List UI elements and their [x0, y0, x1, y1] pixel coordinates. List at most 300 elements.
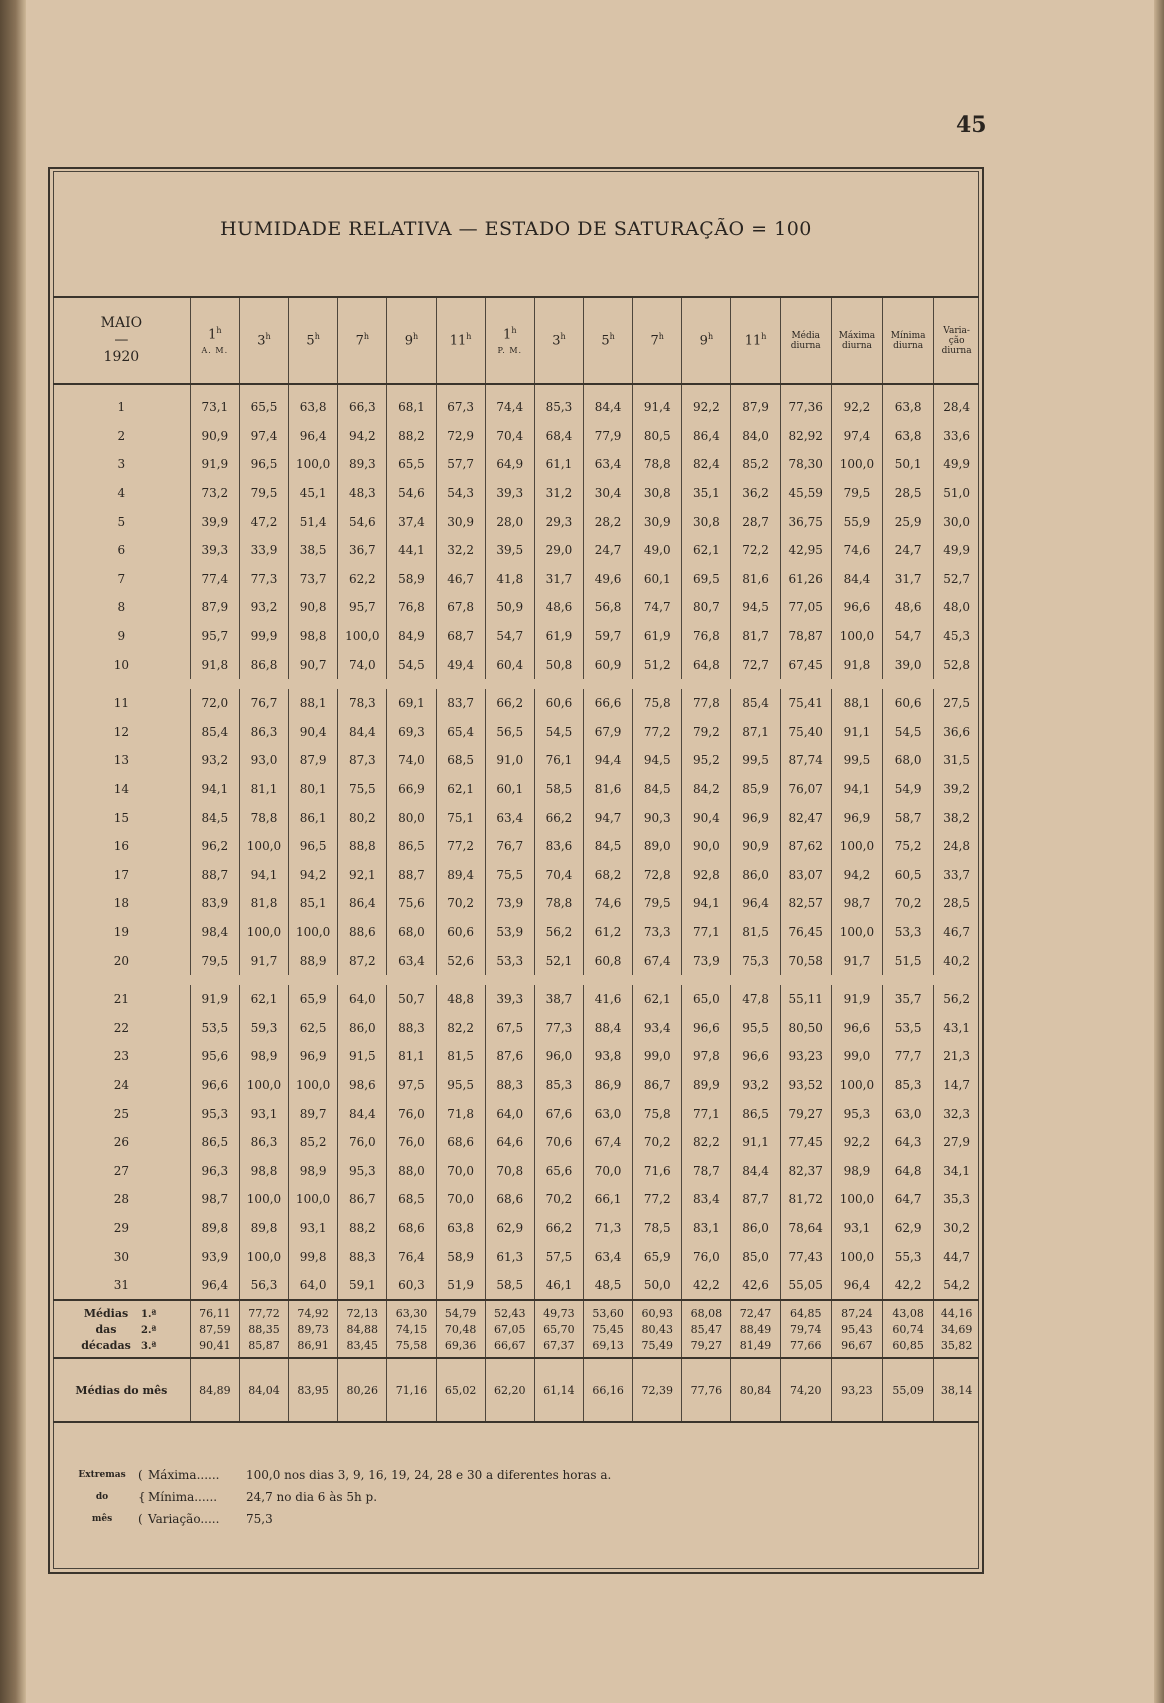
value-cell: 90,8: [289, 593, 338, 622]
value-cell: 70,0: [436, 1156, 485, 1185]
day-number: 10: [113, 657, 130, 672]
value-cell: 93,23: [780, 1042, 831, 1071]
day-number: 11: [113, 696, 130, 711]
value-cell: 82,92: [780, 422, 831, 451]
value-cell: 91,4: [633, 384, 682, 422]
day-number: 14: [113, 782, 130, 797]
value-cell: 31,2: [534, 479, 583, 508]
value-cell: 54,2: [934, 1271, 979, 1301]
value-cell: 52,6: [436, 946, 485, 980]
value-cell: 62,1: [239, 980, 288, 1014]
value-cell: 60,6: [883, 684, 934, 718]
value-cell: 38,14: [934, 1358, 979, 1422]
value-cell: 88,4: [584, 1013, 633, 1042]
value-cell: 86,5: [190, 1128, 239, 1157]
value-cell: 93,1: [831, 1214, 882, 1243]
value-cell: 96,6: [682, 1013, 731, 1042]
day-number: 29: [113, 1220, 130, 1235]
value-cell: 79,5: [190, 946, 239, 980]
value-cell: 72,13: [338, 1300, 387, 1321]
page-title: HUMIDADE RELATIVA — ESTADO DE SATURAÇÃO = 100: [220, 218, 812, 240]
value-cell: 36,7: [338, 536, 387, 565]
value-cell: 49,6: [584, 565, 633, 594]
value-cell: 83,1: [682, 1214, 731, 1243]
hour-suffix: h: [658, 332, 664, 342]
value-cell: 63,4: [387, 946, 436, 980]
value-cell: 62,1: [682, 536, 731, 565]
value-cell: 89,4: [436, 861, 485, 890]
period-label: A. M.: [201, 345, 229, 355]
value-cell: 80,7: [682, 593, 731, 622]
value-cell: 77,7: [883, 1042, 934, 1071]
value-cell: 100,0: [831, 832, 882, 861]
table-row: [53, 980, 979, 1014]
table-row: [53, 718, 979, 747]
value-cell: 86,7: [633, 1071, 682, 1100]
hour-label: 3: [257, 333, 266, 349]
value-cell: 97,4: [239, 422, 288, 451]
value-cell: 70,2: [534, 1185, 583, 1214]
table-row: [53, 450, 979, 479]
scan-edge-right: [1154, 0, 1164, 1703]
daily-rows: [53, 384, 979, 1300]
decade-row: [53, 1337, 979, 1358]
value-cell: 28,2: [584, 507, 633, 536]
table-row: [53, 650, 979, 684]
value-cell: 93,1: [289, 1214, 338, 1243]
value-cell: 99,5: [831, 746, 882, 775]
value-cell: 93,4: [633, 1013, 682, 1042]
value-cell: 86,0: [731, 861, 780, 890]
value-cell: 60,93: [633, 1300, 682, 1321]
value-cell: 62,9: [883, 1214, 934, 1243]
value-cell: 75,1: [436, 803, 485, 832]
value-cell: 54,9: [883, 775, 934, 804]
value-cell: 97,5: [387, 1071, 436, 1100]
value-cell: 86,5: [387, 832, 436, 861]
table-row: [53, 422, 979, 451]
decade-means: [53, 1300, 979, 1358]
value-cell: 55,11: [780, 980, 831, 1014]
value-cell: 74,92: [289, 1300, 338, 1321]
value-cell: 56,8: [584, 593, 633, 622]
value-cell: 60,3: [387, 1271, 436, 1301]
value-cell: 81,8: [239, 889, 288, 918]
value-cell: 87,9: [289, 746, 338, 775]
value-cell: 54,6: [387, 479, 436, 508]
value-cell: 75,8: [633, 684, 682, 718]
value-cell: 85,4: [731, 684, 780, 718]
value-cell: 93,52: [780, 1071, 831, 1100]
value-cell: 74,0: [338, 650, 387, 684]
value-cell: 74,7: [633, 593, 682, 622]
value-cell: 56,5: [485, 718, 534, 747]
value-cell: 71,3: [584, 1214, 633, 1243]
value-cell: 91,9: [190, 980, 239, 1014]
value-cell: 78,5: [633, 1214, 682, 1243]
value-cell: 48,8: [436, 980, 485, 1014]
value-cell: 70,4: [485, 422, 534, 451]
extreme-row: [66, 1486, 611, 1508]
value-cell: 95,3: [190, 1099, 239, 1128]
value-cell: 82,4: [682, 450, 731, 479]
value-cell: 61,9: [534, 622, 583, 651]
day-number: 6: [117, 543, 126, 558]
table-row: [53, 622, 979, 651]
hour-header: [682, 297, 731, 384]
day-number: 15: [113, 810, 130, 825]
value-cell: 88,8: [338, 832, 387, 861]
value-cell: 93,2: [190, 746, 239, 775]
value-cell: 79,5: [831, 479, 882, 508]
value-cell: 78,8: [239, 803, 288, 832]
value-cell: 81,5: [436, 1042, 485, 1071]
value-cell: 94,2: [338, 422, 387, 451]
value-cell: 75,8: [633, 1099, 682, 1128]
value-cell: 68,1: [387, 384, 436, 422]
value-cell: 77,05: [780, 593, 831, 622]
value-cell: 100,0: [338, 622, 387, 651]
day-number: 5: [117, 514, 126, 529]
value-cell: 67,05: [485, 1321, 534, 1337]
value-cell: 65,5: [387, 450, 436, 479]
value-cell: 83,4: [682, 1185, 731, 1214]
value-cell: 30,0: [934, 507, 979, 536]
value-cell: 70,4: [534, 861, 583, 890]
value-cell: 75,5: [485, 861, 534, 890]
value-cell: 94,5: [731, 593, 780, 622]
value-cell: 78,87: [780, 622, 831, 651]
value-cell: 25,9: [883, 507, 934, 536]
value-cell: 38,2: [934, 803, 979, 832]
value-cell: 96,6: [831, 593, 882, 622]
value-cell: 68,2: [584, 861, 633, 890]
extreme-key: Variação.....: [148, 1512, 220, 1526]
value-cell: 94,1: [682, 889, 731, 918]
value-cell: 86,0: [731, 1214, 780, 1243]
value-cell: 94,1: [831, 775, 882, 804]
value-cell: 78,3: [338, 684, 387, 718]
value-cell: 85,87: [239, 1337, 288, 1358]
value-cell: 84,2: [682, 775, 731, 804]
value-cell: 28,5: [934, 889, 979, 918]
value-cell: 75,45: [584, 1321, 633, 1337]
value-cell: 84,4: [338, 1099, 387, 1128]
value-cell: 54,6: [338, 507, 387, 536]
value-cell: 91,5: [338, 1042, 387, 1071]
hour-label: 7: [650, 333, 659, 349]
value-cell: 53,9: [485, 918, 534, 947]
value-cell: 56,2: [934, 980, 979, 1014]
hour-header: [239, 297, 288, 384]
day-number: 30: [113, 1249, 130, 1264]
value-cell: 44,16: [934, 1300, 979, 1321]
value-cell: 88,2: [387, 422, 436, 451]
value-cell: 51,2: [633, 650, 682, 684]
value-cell: 78,30: [780, 450, 831, 479]
value-cell: 28,4: [934, 384, 979, 422]
value-cell: 66,2: [534, 803, 583, 832]
value-cell: 50,8: [534, 650, 583, 684]
value-cell: 83,9: [190, 889, 239, 918]
value-cell: 100,0: [289, 1071, 338, 1100]
value-cell: 45,1: [289, 479, 338, 508]
value-cell: 70,2: [633, 1128, 682, 1157]
value-cell: 60,6: [534, 684, 583, 718]
value-cell: 90,3: [633, 803, 682, 832]
value-cell: 96,5: [239, 450, 288, 479]
value-cell: 74,0: [387, 746, 436, 775]
decade-label: das: [95, 1322, 117, 1336]
day-number: 12: [113, 724, 130, 739]
value-cell: 93,2: [731, 1071, 780, 1100]
value-cell: 89,0: [633, 832, 682, 861]
value-cell: 42,2: [883, 1271, 934, 1301]
day-number: 3: [117, 457, 126, 472]
value-cell: 88,2: [338, 1214, 387, 1243]
value-cell: 52,43: [485, 1300, 534, 1321]
value-cell: 76,0: [387, 1099, 436, 1128]
day-number: 26: [113, 1135, 130, 1150]
value-cell: 62,5: [289, 1013, 338, 1042]
value-cell: 65,0: [682, 980, 731, 1014]
value-cell: 89,3: [338, 450, 387, 479]
value-cell: 68,0: [883, 746, 934, 775]
value-cell: 51,0: [934, 479, 979, 508]
extreme-group-label: mês: [91, 1514, 113, 1524]
value-cell: 60,4: [485, 650, 534, 684]
value-cell: 49,9: [934, 536, 979, 565]
table-row: [53, 946, 979, 980]
value-cell: 82,57: [780, 889, 831, 918]
value-cell: 39,9: [190, 507, 239, 536]
value-cell: 27,5: [934, 684, 979, 718]
value-cell: 96,67: [831, 1337, 882, 1358]
value-cell: 96,9: [289, 1042, 338, 1071]
table-row: [53, 1271, 979, 1301]
value-cell: 68,6: [436, 1128, 485, 1157]
value-cell: 89,8: [239, 1214, 288, 1243]
value-cell: 74,6: [831, 536, 882, 565]
hour-label: 1: [503, 327, 512, 343]
value-cell: 64,9: [485, 450, 534, 479]
value-cell: 81,5: [731, 918, 780, 947]
value-cell: 57,7: [436, 450, 485, 479]
value-cell: 77,3: [534, 1013, 583, 1042]
value-cell: 63,0: [584, 1099, 633, 1128]
value-cell: 65,4: [436, 718, 485, 747]
value-cell: 86,4: [338, 889, 387, 918]
value-cell: 30,2: [934, 1214, 979, 1243]
day-number: 19: [113, 924, 130, 939]
value-cell: 96,6: [190, 1071, 239, 1100]
value-cell: 52,1: [534, 946, 583, 980]
table-row: [53, 1214, 979, 1243]
value-cell: 95,5: [731, 1013, 780, 1042]
value-cell: 83,7: [436, 684, 485, 718]
decade-number: 2.ª: [141, 1324, 157, 1336]
brace: {: [138, 1490, 146, 1504]
day-number: 24: [113, 1077, 130, 1092]
value-cell: 88,7: [190, 861, 239, 890]
value-cell: 95,3: [338, 1156, 387, 1185]
value-cell: 64,3: [883, 1128, 934, 1157]
value-cell: 95,3: [831, 1099, 882, 1128]
value-cell: 100,0: [831, 1071, 882, 1100]
value-cell: 79,27: [682, 1337, 731, 1358]
value-cell: 98,7: [190, 1185, 239, 1214]
value-cell: 43,08: [883, 1300, 934, 1321]
value-cell: 67,6: [534, 1099, 583, 1128]
value-cell: 79,5: [239, 479, 288, 508]
value-cell: 91,8: [190, 650, 239, 684]
hour-suffix: h: [216, 326, 222, 336]
value-cell: 29,3: [534, 507, 583, 536]
value-cell: 76,4: [387, 1242, 436, 1271]
value-cell: 39,5: [485, 536, 534, 565]
value-cell: 39,3: [485, 980, 534, 1014]
value-cell: 54,79: [436, 1300, 485, 1321]
value-cell: 59,7: [584, 622, 633, 651]
value-cell: 99,0: [831, 1042, 882, 1071]
value-cell: 85,3: [534, 384, 583, 422]
value-cell: 64,6: [485, 1128, 534, 1157]
value-cell: 73,7: [289, 565, 338, 594]
value-cell: 87,9: [731, 384, 780, 422]
value-cell: 85,2: [731, 450, 780, 479]
value-cell: 100,0: [239, 832, 288, 861]
value-cell: 65,70: [534, 1321, 583, 1337]
value-cell: 63,30: [387, 1300, 436, 1321]
hour-label: 7: [355, 333, 364, 349]
table-row: [53, 536, 979, 565]
decade-label: décadas: [81, 1338, 131, 1352]
value-cell: 28,0: [485, 507, 534, 536]
value-cell: 100,0: [831, 1185, 882, 1214]
table-row: [53, 684, 979, 718]
value-cell: 98,8: [289, 622, 338, 651]
value-cell: 31,7: [534, 565, 583, 594]
value-cell: 48,3: [338, 479, 387, 508]
value-cell: 62,2: [338, 565, 387, 594]
value-cell: 62,9: [485, 1214, 534, 1243]
hour-header: [731, 297, 780, 384]
value-cell: 55,09: [883, 1358, 934, 1422]
day-number: 13: [113, 753, 130, 768]
value-cell: 76,11: [190, 1300, 239, 1321]
value-cell: 33,9: [239, 536, 288, 565]
value-cell: 70,58: [780, 946, 831, 980]
value-cell: 91,7: [239, 946, 288, 980]
value-cell: 92,2: [682, 384, 731, 422]
value-cell: 94,1: [239, 861, 288, 890]
value-cell: 88,3: [485, 1071, 534, 1100]
brace: (: [138, 1468, 143, 1482]
value-cell: 93,9: [190, 1242, 239, 1271]
stat-header: [780, 297, 831, 384]
value-cell: 60,85: [883, 1337, 934, 1358]
value-cell: 74,6: [584, 889, 633, 918]
value-cell: 32,3: [934, 1099, 979, 1128]
value-cell: 78,7: [682, 1156, 731, 1185]
value-cell: 69,3: [387, 718, 436, 747]
table-row: [53, 861, 979, 890]
value-cell: 60,6: [436, 918, 485, 947]
value-cell: 52,8: [934, 650, 979, 684]
value-cell: 90,4: [289, 718, 338, 747]
value-cell: 94,2: [831, 861, 882, 890]
value-cell: 61,3: [485, 1242, 534, 1271]
value-cell: 100,0: [239, 1185, 288, 1214]
value-cell: 49,0: [633, 536, 682, 565]
value-cell: 76,7: [239, 684, 288, 718]
value-cell: 27,9: [934, 1128, 979, 1157]
day-number: 20: [113, 953, 130, 968]
value-cell: 95,7: [338, 593, 387, 622]
value-cell: 48,6: [883, 593, 934, 622]
value-cell: 75,58: [387, 1337, 436, 1358]
value-cell: 72,39: [633, 1358, 682, 1422]
hour-suffix: h: [707, 332, 714, 342]
value-cell: 68,08: [682, 1300, 731, 1321]
value-cell: 56,2: [534, 918, 583, 947]
value-cell: 24,8: [934, 832, 979, 861]
value-cell: 93,1: [239, 1099, 288, 1128]
value-cell: 87,24: [831, 1300, 882, 1321]
value-cell: 85,3: [534, 1071, 583, 1100]
value-cell: 67,4: [584, 1128, 633, 1157]
value-cell: 100,0: [831, 1242, 882, 1271]
value-cell: 84,89: [190, 1358, 239, 1422]
stat-header-line: Varia-: [943, 325, 970, 336]
value-cell: 89,7: [289, 1099, 338, 1128]
value-cell: 67,45: [780, 650, 831, 684]
value-cell: 64,7: [883, 1185, 934, 1214]
value-cell: 70,2: [436, 889, 485, 918]
value-cell: 68,6: [387, 1214, 436, 1243]
value-cell: 35,3: [934, 1185, 979, 1214]
value-cell: 41,6: [584, 980, 633, 1014]
value-cell: 32,2: [436, 536, 485, 565]
value-cell: 93,23: [831, 1358, 882, 1422]
stat-header: [883, 297, 934, 384]
value-cell: 100,0: [831, 918, 882, 947]
value-cell: 87,74: [780, 746, 831, 775]
value-cell: 72,8: [633, 861, 682, 890]
value-cell: 46,7: [436, 565, 485, 594]
value-cell: 93,8: [584, 1042, 633, 1071]
value-cell: 51,5: [883, 946, 934, 980]
extreme-key: Mínima......: [148, 1490, 218, 1504]
value-cell: 99,5: [731, 746, 780, 775]
value-cell: 98,9: [831, 1156, 882, 1185]
hour-label: 11: [744, 333, 762, 349]
value-cell: 34,1: [934, 1156, 979, 1185]
table-row: [53, 1013, 979, 1042]
value-cell: 54,5: [534, 718, 583, 747]
value-cell: 70,2: [883, 889, 934, 918]
value-cell: 77,8: [682, 684, 731, 718]
value-cell: 80,1: [289, 775, 338, 804]
value-cell: 63,4: [485, 803, 534, 832]
value-cell: 63,4: [584, 450, 633, 479]
value-cell: 96,3: [190, 1156, 239, 1185]
value-cell: 96,5: [289, 832, 338, 861]
value-cell: 77,66: [780, 1337, 831, 1358]
value-cell: 88,49: [731, 1321, 780, 1337]
table-row: [53, 384, 979, 422]
table-row: [53, 832, 979, 861]
